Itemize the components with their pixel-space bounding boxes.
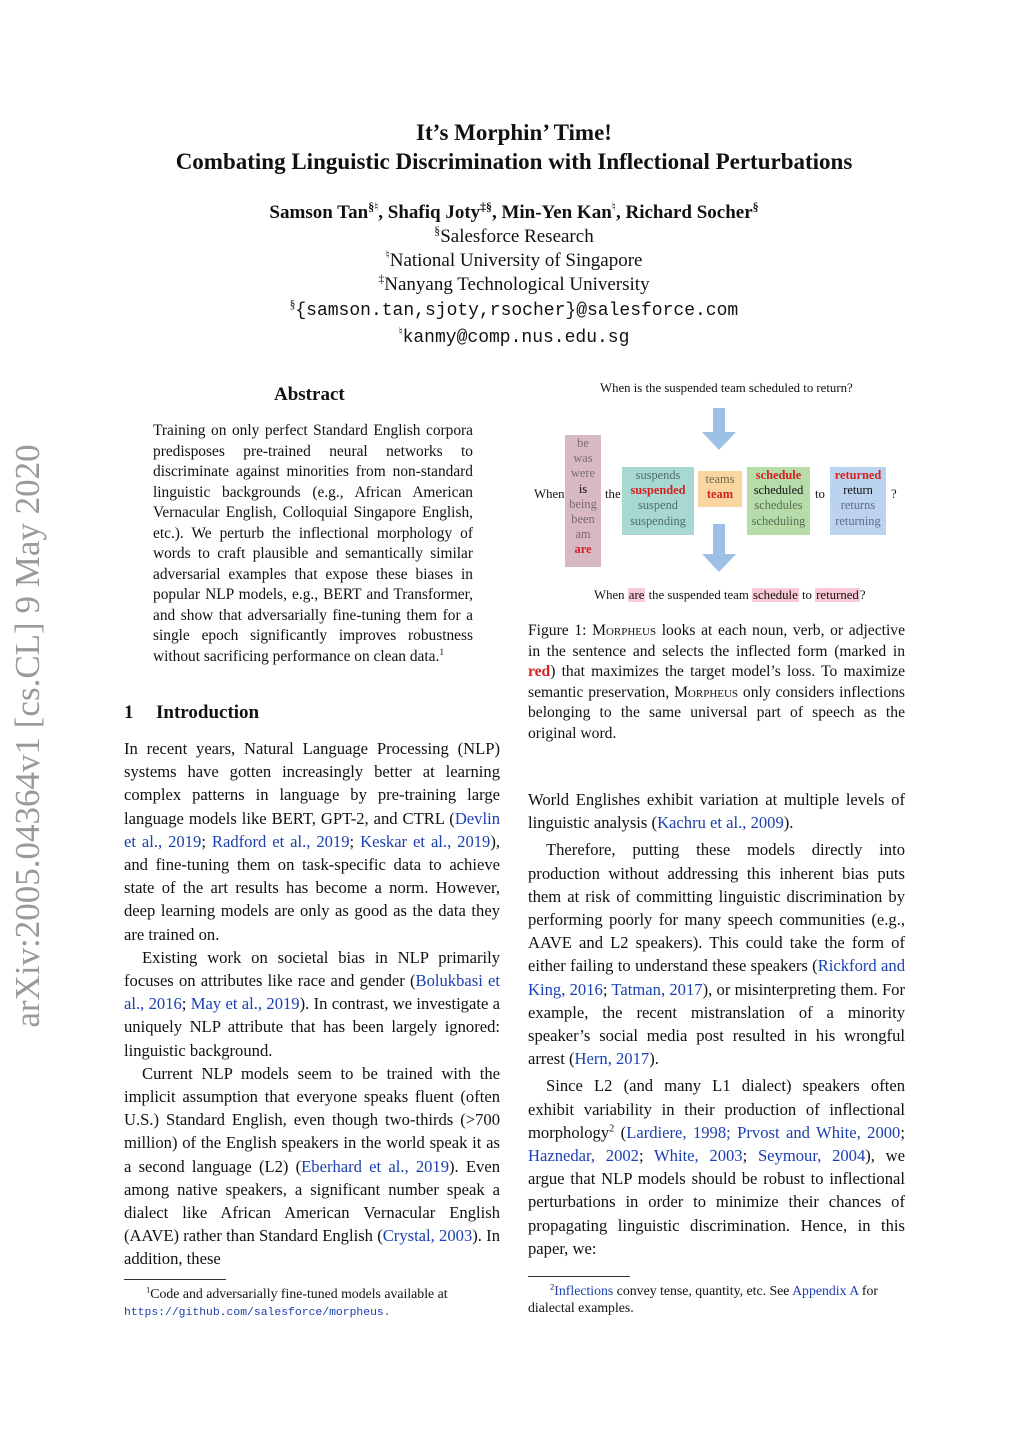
author-name: Shafiq Joty (387, 202, 481, 223)
citation-link[interactable]: Crystal, 2003 (382, 1226, 473, 1246)
q-word-perturbed: schedule (753, 588, 798, 602)
citation-link[interactable]: Lardiere, 1998; Prvost and White, 2000 (626, 1122, 901, 1142)
q-word: the suspended team (648, 588, 749, 602)
email-mark: ♮ (398, 326, 403, 338)
inflection-option-original: return (843, 483, 873, 498)
caption-red-word: red (528, 663, 551, 681)
caption-text: ) that maximizes the target model’s loss. To maximize semantic preservation, (528, 663, 905, 701)
inflection-option: suspends (635, 468, 681, 482)
inflection-option: been (571, 512, 595, 527)
caption-text: looks at each noun, verb, or adjective in the sentence and selects the inflected form (marked in (528, 622, 906, 660)
affiliation-name: National University of Singapore (389, 250, 643, 271)
footnote-text: for dialectal examples. (528, 1283, 878, 1315)
footnote-mark: 1 (146, 1284, 151, 1295)
arrow-shaft (713, 524, 725, 554)
paragraph: Existing work on societal bias in NLP primarily focuses on attributes like race and gender (Bolukbasi et al., 2016; May et al., 2019). In contrast, we investigate a uniquely NLP attribute that has been largely ignored: linguistic background. (124, 947, 501, 1060)
footnote-rule (528, 1276, 630, 1277)
inflection-option: were (570, 466, 596, 481)
inflection-option: scheduling (751, 513, 806, 528)
q-word-perturbed: returned (816, 588, 859, 602)
figure-word: to (815, 487, 825, 501)
author-name: Richard Socher (625, 202, 753, 223)
affiliation (100, 273, 928, 297)
text: In recent years, Natural Language Processing (NLP) systems have gotten increasingly better at learning complex patterns in language by pre-training large language models like BERT, GPT-2, and CTRL ( (124, 739, 500, 828)
inflection-option-selected: returned (834, 468, 882, 482)
inflection-option: suspend (638, 498, 678, 513)
citation-link[interactable]: Bolukbasi et al., 2016 (124, 971, 500, 1014)
section-title: Introduction (156, 702, 260, 723)
arrow-shaft (713, 408, 725, 432)
section-number: 1 (124, 702, 134, 723)
citation-link[interactable]: Hern, 2017 (574, 1049, 650, 1069)
figure-question-bottom (594, 588, 866, 603)
figure-word: When (534, 487, 565, 501)
arrow-down-icon (702, 554, 736, 572)
inflection-box-return (830, 467, 886, 535)
caption-label: Figure 1: (528, 622, 593, 639)
inflection-option: am (575, 527, 591, 542)
text: ), or misinterpreting them. For example, the recent mistranslation of a minority speaker’s social media post resulted in his wrongful arrest ( (528, 979, 905, 1069)
author-marks: ‡§ (480, 200, 492, 214)
text: ). Even among native speakers, a significant number speak a dialect like African American Vernacular English (AAVE) rather than Standard English ( (124, 1156, 500, 1246)
affiliation-name: Nanyang Technological University (384, 274, 650, 295)
author-marks: § (752, 200, 759, 214)
email-line (100, 297, 928, 324)
citation-link[interactable]: White, 2003 (654, 1146, 743, 1166)
inflection-option-selected: team (706, 487, 734, 502)
section-heading-introduction (124, 702, 259, 724)
figure-1 (528, 378, 908, 610)
github-link[interactable]: https://github.com/salesforce/morpheus. (124, 1307, 391, 1319)
text: Existing work on societal bias in NLP primarily focuses on attributes like race and gender ( (124, 947, 500, 991)
system-name: Morpheus (674, 683, 739, 701)
text: ). In addition, these (124, 1226, 500, 1269)
inflection-option: was (573, 451, 593, 466)
footnote-text: Code and adversarially fine-tuned models available at (150, 1286, 448, 1301)
inflection-option: suspending (630, 513, 686, 528)
citation-link[interactable]: Tatman, 2017 (611, 979, 703, 999)
text: World Englishes exhibit variation at multiple levels of linguistic analysis ( (528, 790, 905, 833)
caption-text: only considers inflections belonging to the same universal part of speech as the original word. (528, 683, 905, 742)
text: ), and fine-tuning them on task-specific data to achieve state of the art results has become a norm. However, deep learning models are only as good as the data they are trained on. (124, 831, 501, 944)
abstract-text: Training on only perfect Standard English corpora predisposes pre-trained neural networks to discriminate against minorities from non-standard linguistic backgrounds (e.g., African American Vernacular English, Colloquial Singapore English, etc.). We perturb the inflectional morphology of words to craft plausible and semantically similar adversarial examples that expose these biases in popular NLP models, e.g., BERT and Transformer, and show that adversarially fine-tuning them for a single epoch significantly improves robustness without sacrificing performance on clean data. (153, 422, 473, 665)
citation-link[interactable]: Devlin et al., 2019 (124, 808, 500, 851)
affiliation-mark: ‡ (378, 272, 385, 286)
citation-link[interactable]: Radford et al., 2019 (211, 831, 350, 851)
text: Therefore, putting these models directly into production without addressing this inherent bias puts them at risk of committing linguistic discrimination by performing poorly for many speech communities (e.g., AAVE and L2 speakers). This could take the form of either failing to understand these speakers ( (528, 840, 905, 976)
arxiv-stamp: arXiv:2005.04364v1 [cs.CL] 9 May 2020 (8, 444, 47, 1028)
text: ), we argue that NLP models should be robust to inflectional perturbations in order to minimize their chances of propagating linguistic discrimination. Hence, in this paper, we: (528, 1146, 906, 1258)
inflection-option-selected: suspended (630, 483, 686, 498)
appendix-link[interactable]: Appendix A (792, 1283, 859, 1298)
inflection-option: being (569, 496, 597, 511)
footnote-rule (124, 1279, 226, 1280)
inflection-box-schedule (747, 467, 810, 535)
citation-link[interactable]: Eberhard et al., 2019 (301, 1156, 450, 1176)
inflection-option-selected: schedule (755, 468, 802, 482)
inflection-option-original: is (578, 481, 588, 496)
text: ). (649, 1049, 659, 1069)
paragraph: Since L2 (and many L1 dialect) speakers often exhibit variability in their production of inflectional morphology$^2$ (Lardiere, 1998; Prvost and White, 2000; Haznedar, 2002; White, 2003; Seymour, 2004), we argue that NLP models should be robust to inflectional perturbations in order to minimize their chances of propagating linguistic discrimination. Hence, in this paper, we: (528, 1076, 906, 1258)
inflection-option-original: scheduled (753, 483, 804, 498)
citation-link[interactable]: Kachru et al., 2009 (657, 813, 784, 833)
paper-title-line2: Combating Linguistic Discrimination with Inflectional Perturbations (175, 149, 853, 174)
arrow-down-icon (702, 432, 736, 450)
inflection-option: returning (835, 513, 881, 528)
inflection-option: teams (705, 472, 735, 486)
citation-link[interactable]: May et al., 2019 (190, 994, 300, 1014)
figure-word: ? (891, 487, 897, 501)
citation-link[interactable]: Keskar et al., 2019 (360, 831, 491, 851)
footnote-link[interactable]: Inflections (554, 1283, 614, 1298)
q-word-perturbed: are (628, 588, 645, 602)
inflection-box-suspend (622, 467, 694, 535)
q-word: ? (859, 588, 866, 602)
text: ). (783, 813, 794, 833)
author-name: Samson Tan (269, 202, 369, 223)
footnote-1 (124, 1285, 500, 1322)
paragraph (528, 788, 905, 834)
title-block (100, 118, 928, 351)
abstract-body (153, 421, 473, 667)
affiliation-mark: ♮ (385, 248, 390, 262)
email-line (100, 324, 928, 351)
figure-caption (528, 621, 905, 745)
affiliation (100, 225, 928, 249)
inflection-option: schedules (754, 498, 803, 513)
author-list: Samson Tan§♮, Shafiq Joty‡§, Min-Yen Kan♮, Richard Socher§ (269, 200, 759, 223)
intro-body (124, 737, 500, 1271)
q-word: to (802, 588, 812, 602)
affiliation-mark: § (434, 224, 441, 238)
citation-link[interactable]: Seymour, 2004 (757, 1146, 866, 1166)
text: Since L2 (and many L1 dialect) speakers often exhibit variability in their production of inflectional morphology (528, 1076, 905, 1142)
inflection-box-be (565, 435, 601, 567)
right-column-body (528, 788, 905, 1260)
footnote-mark: 2 (550, 1281, 555, 1292)
paragraph: Therefore, putting these models directly into production without addressing this inherent bias puts them at risk of committing linguistic discrimination by performing poorly for many speech communities (e.g., AAVE and L2 speakers). This could take the form of either failing to understand these speakers (Rickford and King, 2016; Tatman, 2017), or misinterpreting them. For example, the recent mistranslation of a minority speaker’s social media post resulted in his wrongful arrest (Hern, 2017). (528, 840, 906, 1069)
text: ). In contrast, we investigate a uniquely NLP attribute that has been largely ignored: linguistic background. (124, 994, 501, 1060)
footnote-text: convey tense, quantity, etc. See (613, 1283, 793, 1298)
footnote-mark[interactable]: 2 (609, 1123, 615, 1135)
abstract-heading: Abstract (274, 384, 345, 405)
email-address[interactable]: kanmy@comp.nus.edu.sg (402, 328, 630, 348)
paper-title-line1: It’s Morphin’ Time! (416, 120, 612, 145)
footnote-2 (528, 1282, 905, 1316)
paragraph (124, 1062, 500, 1271)
inflection-box-team (698, 471, 742, 507)
inflection-option: returns (840, 498, 876, 513)
figure-question-top: When is the suspended team scheduled to return? (600, 381, 853, 395)
email-address[interactable]: {samson.tan,sjoty,rsocher}@salesforce.com (295, 301, 739, 321)
author-marks: ♮ (611, 200, 616, 214)
paragraph: In recent years, Natural Language Processing (NLP) systems have gotten increasingly better at learning complex patterns in language by pre-training large language models like BERT, GPT-2, and CTRL (Devlin et al., 2019; Radford et al., 2019; Keskar et al., 2019), and fine-tuning them on task-specific data to achieve state of the art results has become a norm. However, deep learning models are only as good as the data they are trained on. (124, 739, 501, 944)
author-name: Min-Yen Kan (501, 202, 612, 223)
affiliation-name: Salesforce Research (440, 226, 594, 247)
text: ( (614, 1122, 627, 1142)
inflection-option-selected: are (574, 542, 592, 557)
citation-link[interactable]: Rickford and King, 2016 (528, 956, 906, 999)
system-name: Morpheus (592, 622, 657, 639)
inflection-option: be (577, 436, 589, 450)
author-marks: §♮ (368, 200, 379, 214)
figure-word: the (605, 487, 621, 501)
email-mark: § (289, 299, 296, 311)
q-word: When (594, 588, 625, 602)
footnote-mark[interactable]: 1 (439, 646, 445, 658)
citation-link[interactable]: Haznedar, 2002 (528, 1146, 639, 1166)
affiliation (100, 249, 928, 273)
text: Current NLP models seem to be trained with the implicit assumption that everyone speaks fluent (often U.S.) Standard English, even though two-thirds (>700 million) of the English speakers in the world speak it as a second language (L2) ( (124, 1063, 500, 1176)
